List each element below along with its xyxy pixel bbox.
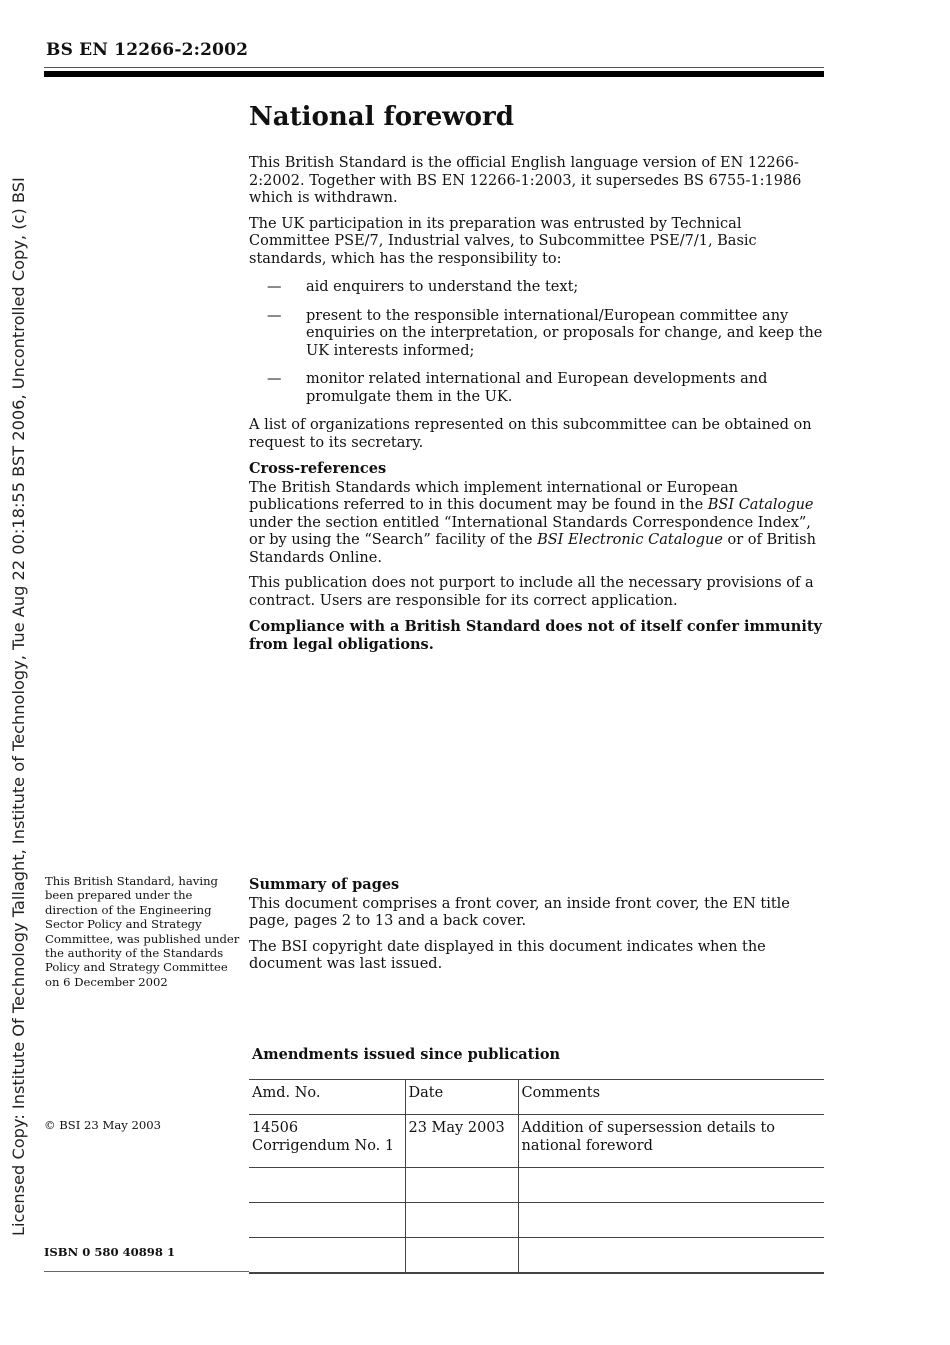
bsi-electronic-catalogue-title: BSI Electronic Catalogue	[537, 532, 723, 548]
dash-bullet: —	[267, 307, 282, 324]
empty-cell	[249, 1203, 405, 1238]
footer-rule	[44, 1271, 249, 1272]
responsibility-list	[249, 279, 825, 406]
table-row-empty	[249, 1168, 824, 1203]
empty-cell	[249, 1168, 405, 1203]
empty-cell	[405, 1238, 518, 1273]
amendments-table	[249, 1079, 824, 1274]
empty-cell	[405, 1168, 518, 1203]
date-cell: 23 May 2003	[405, 1115, 518, 1168]
table-header-row	[249, 1080, 824, 1115]
list-item	[249, 371, 825, 406]
list-item-text: present to the responsible international/European committee any enquiries on the interpretation, or proposals for change, and keep the UK interests informed;	[306, 307, 823, 359]
empty-cell	[518, 1238, 824, 1273]
list-item-text: aid enquirers to understand the text;	[306, 279, 579, 295]
table-row	[249, 1115, 824, 1168]
standard-number-header: BS EN 12266-2:2002	[46, 40, 249, 60]
list-item-text: monitor related international and European developments and promulgate them in the UK.	[306, 371, 768, 405]
table-row-empty	[249, 1203, 824, 1238]
intro-paragraph: This British Standard is the official English language version of EN 12266-2:2002. Together with BS EN 12266-1:2003, it supersedes BS 6755-1:1986 which is withdrawn.	[249, 155, 802, 206]
summary-of-pages-section	[249, 876, 825, 982]
dash-bullet: —	[267, 371, 282, 387]
page-title: National foreword	[249, 102, 514, 132]
empty-cell	[405, 1203, 518, 1238]
list-item	[249, 279, 825, 297]
table-row-empty	[249, 1238, 824, 1273]
national-foreword-section	[249, 100, 825, 661]
cross-references-heading: Cross-references	[249, 460, 387, 477]
copyright-date-paragraph: The BSI copyright date displayed in this document indicates when the document was last issued.	[249, 938, 766, 972]
compliance-statement: Compliance with a British Standard does not of itself confer immunity from legal obligations.	[249, 618, 822, 653]
cross-ref-text-3: or of British Standards Online.	[249, 532, 816, 566]
header-rule-thick	[44, 71, 824, 77]
copyright-notice: © BSI 23 May 2003	[44, 1118, 161, 1132]
organizations-paragraph: A list of organizations represented on this subcommittee can be obtained on request to its secretary.	[249, 417, 812, 451]
cross-ref-text-1: The British Standards which implement international or European publications referred to in this document may be found in the	[249, 479, 739, 513]
empty-cell	[518, 1203, 824, 1238]
column-header-amd-no: Amd. No.	[249, 1080, 405, 1115]
bsi-catalogue-title: BSI Catalogue	[707, 497, 814, 513]
summary-heading: Summary of pages	[249, 876, 400, 893]
empty-cell	[518, 1168, 824, 1203]
licence-watermark-text: Licensed Copy: Institute Of Technology Tallaght, Institute of Technology, Tue Aug 22 00:18:55 BST 2006, Uncontrolled Copy, (c) BSI	[9, 177, 28, 1236]
empty-cell	[249, 1238, 405, 1273]
list-item	[249, 308, 825, 361]
participation-paragraph: The UK participation in its preparation was entrusted by Technical Committee PSE/7, Industrial valves, to Subcommittee PSE/7/1, Basic standards, which has the responsibility to:	[249, 215, 757, 267]
publication-authority-note: This British Standard, having been prepared under the direction of the Engineering Sector Policy and Strategy Committee, was published under the authority of the Standards Policy and Strategy Committee on 6 December 2002	[45, 874, 240, 989]
isbn-number: ISBN 0 580 40898 1	[44, 1245, 176, 1259]
comments-cell: Addition of supersession details to national foreword	[518, 1115, 824, 1168]
amd-number: 14506	[252, 1120, 299, 1136]
cross-ref-text-2: under the section entitled “International Standards Correspondence Index”, or by using the “Search” facility of the	[249, 514, 811, 548]
header-rule-thin	[44, 67, 824, 68]
amd-corrigendum: Corrigendum No. 1	[252, 1137, 395, 1154]
column-header-comments: Comments	[518, 1080, 824, 1115]
summary-pages-paragraph: This document comprises a front cover, an inside front cover, the EN title page, pages 2 to 13 and a back cover.	[249, 895, 790, 929]
cross-references-paragraph	[249, 480, 825, 568]
dash-bullet: —	[267, 279, 282, 295]
provisions-paragraph: This publication does not purport to include all the necessary provisions of a contract. Users are responsible for its correct application.	[249, 575, 814, 609]
amd-no-cell	[249, 1115, 405, 1168]
amendments-title: Amendments issued since publication	[252, 1046, 561, 1063]
column-header-date: Date	[405, 1080, 518, 1115]
